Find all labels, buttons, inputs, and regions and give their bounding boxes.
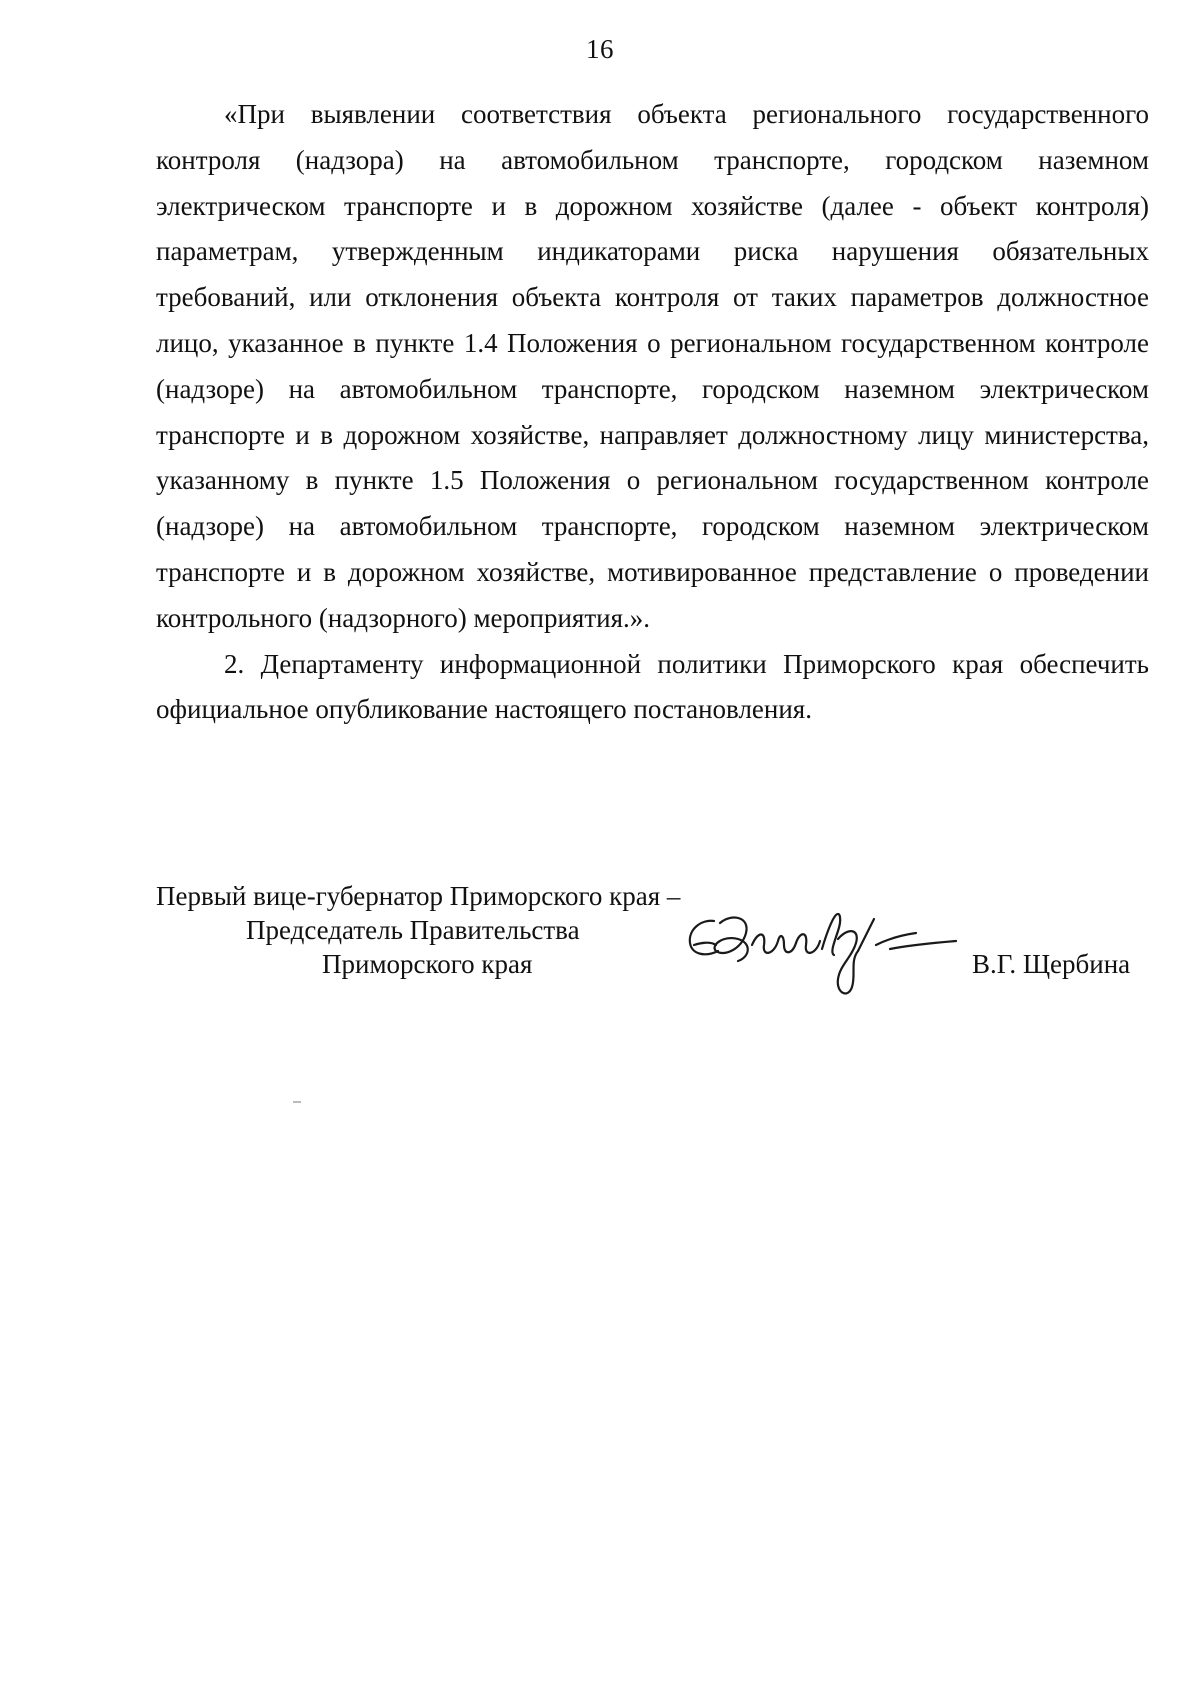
paragraph-amendment: «При выявлении соответствия объекта регионального государственного контроля (надзора) на автомобильном транспорте, городском наземном электрическом транспорте и в дорожном хозяйстве (далее - объект контроля) параметрам, утвержденным индикаторами риска нарушения обязательных требований, или отклонения объекта контроля от таких параметров должностное лицо, указанное в пункте 1.4 Положения о региональном государственном контроле (надзоре) на автомобильном транспорте, городском наземном электрическом транспорте и в дорожном хозяйстве, направляет должностному лицу министерства, указанному в пункте 1.5 Положения о региональном государственном контроле (надзоре) на автомобильном транспорте, городском наземном электрическом транспорте и в дорожном хозяйстве, мотивированное представление о проведении контрольного (надзорного) мероприятия.». [156,99,1149,633]
signatory-title-line-1: Первый вице-губернатор Приморского края – [156,881,681,911]
signatory-title-line-3: Приморского края [322,949,533,979]
signatory-title-line-2: Председатель Правительства [246,915,580,945]
signatory-name: В.Г. Щербина [972,949,1131,979]
page-number: 16 [586,34,614,64]
handwritten-signature [680,905,970,1015]
paragraph-publication: 2. Департаменту информационной политики Приморского края обеспечить официальное опубликование настоящего постановления. [156,648,1149,725]
scan-speck [293,1101,301,1103]
document-body [156,92,1149,733]
